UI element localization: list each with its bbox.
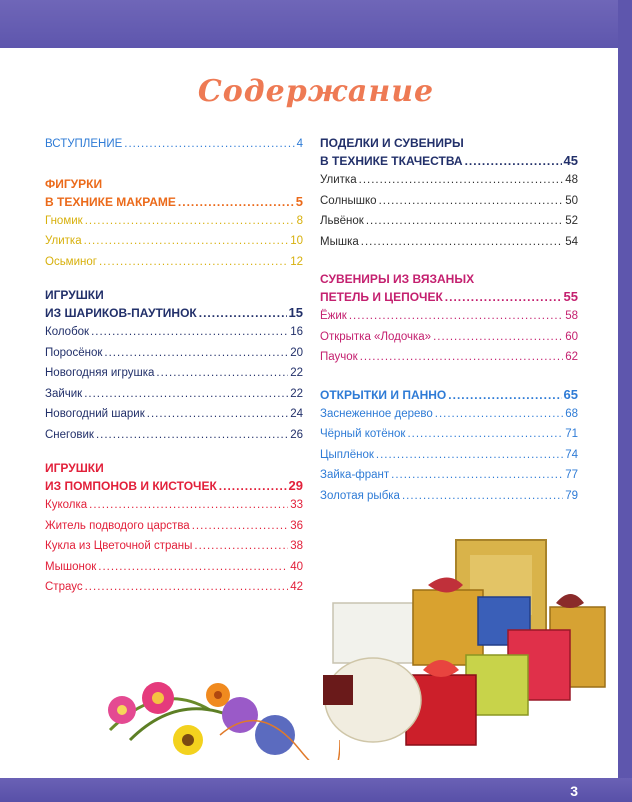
yellow-gift-box	[413, 590, 483, 665]
toc-entry[interactable]	[320, 465, 578, 486]
leader-dots	[445, 288, 562, 306]
section-page: 29	[288, 478, 303, 493]
toc-entry-label: Ёжик	[320, 310, 347, 322]
page-title: Содержание	[197, 74, 435, 109]
toc-entry-page: 40	[290, 560, 303, 573]
toc-entry-label: ВСТУПЛЕНИЕ	[45, 138, 123, 150]
toc-entry-page: 4	[296, 138, 303, 150]
toc-entry-page: 60	[565, 330, 578, 343]
toc-entry-page: 58	[565, 310, 578, 322]
right-band	[618, 0, 632, 802]
toc-entry-label: Мышка	[320, 235, 359, 248]
section-title-last: ИЗ ПОМПОНОВ И КИСТОЧЕК	[45, 479, 217, 493]
section-page: 55	[563, 289, 578, 304]
section-heading[interactable]	[320, 152, 578, 170]
section-heading[interactable]	[320, 288, 578, 306]
section-page: 15	[288, 305, 303, 320]
leader-dots	[104, 343, 288, 364]
toc-section-cards	[320, 386, 578, 507]
leader-dots	[99, 252, 288, 273]
toc-entry-label: Заснеженное дерево	[320, 407, 433, 420]
toc-entry-label: Цыплёнок	[320, 448, 374, 461]
leader-dots	[85, 211, 295, 232]
leader-dots	[407, 424, 563, 445]
toc-entry[interactable]	[45, 363, 303, 384]
toc-entry-label: Солнышко	[320, 194, 377, 207]
toc-entry[interactable]	[45, 343, 303, 364]
toc-entry-page: 54	[565, 235, 578, 248]
leader-dots	[84, 231, 289, 252]
gift-boxes-image	[318, 535, 618, 760]
leader-dots	[435, 404, 563, 425]
toc-entry-page: 79	[565, 489, 578, 502]
toc-entry[interactable]	[320, 445, 578, 466]
toc-entry[interactable]	[45, 495, 303, 516]
toc-entry-label: Улитка	[320, 174, 357, 186]
section-heading[interactable]	[45, 193, 303, 211]
toc-entry[interactable]	[320, 232, 578, 253]
toc-entry[interactable]	[320, 211, 578, 232]
toc-entry-label: Поросёнок	[45, 346, 103, 359]
toc-entry-page: 74	[565, 448, 578, 461]
toc-entry-page: 16	[290, 326, 303, 338]
toc-entry[interactable]	[320, 347, 578, 368]
purple-yarn-ball	[222, 697, 258, 733]
toc-entry-label: Кукла из Цветочной страны	[45, 540, 193, 552]
leader-dots	[366, 211, 563, 232]
toc-entry-page: 50	[565, 194, 578, 207]
section-heading[interactable]	[45, 304, 303, 322]
leader-dots	[98, 557, 288, 578]
toc-entry-label: Житель подводого царства	[45, 519, 190, 532]
section-title-line: ИГРУШКИ	[45, 288, 104, 302]
leader-dots	[402, 486, 563, 507]
toc-entry-page: 52	[565, 215, 578, 227]
leader-dots	[91, 322, 288, 343]
leader-dots	[199, 304, 287, 322]
section-title-last: В ТЕХНИКЕ МАКРАМЕ	[45, 194, 176, 209]
toc-entry-page: 33	[290, 499, 303, 511]
toc-entry[interactable]	[320, 170, 578, 191]
leader-dots	[391, 465, 563, 486]
toc-entry-page: 20	[290, 346, 303, 359]
white-gift-box	[333, 603, 413, 663]
toc-entry-label: Страус	[45, 581, 83, 593]
toc-entry[interactable]	[45, 536, 303, 557]
toc-entry-label: Львёнок	[320, 215, 364, 227]
section-heading[interactable]	[320, 386, 578, 404]
section-title-line: ПОДЕЛКИ И СУВЕНИРЫ	[320, 136, 464, 150]
bottom-band	[0, 778, 632, 802]
leader-dots	[349, 306, 563, 327]
leader-dots	[178, 193, 294, 211]
section-heading[interactable]	[45, 477, 303, 495]
toc-entry-label: Снеговик	[45, 428, 94, 441]
section-title-line: СУВЕНИРЫ ИЗ ВЯЗАНЫХ	[320, 272, 475, 286]
flowers-and-yarn-image	[100, 640, 340, 760]
toc-entry-label: Открытка «Лодочка»	[320, 330, 432, 343]
leader-dots	[96, 425, 288, 446]
toc-entry-page: 38	[290, 540, 303, 552]
leader-dots	[84, 384, 288, 405]
toc-section-weaving	[320, 134, 578, 252]
toc-right-column	[320, 134, 578, 520]
leader-dots	[85, 577, 289, 598]
page-number: 3	[570, 783, 578, 799]
toc-entry-page: 22	[290, 367, 303, 379]
toc-section-web-balls	[45, 286, 303, 445]
leader-dots	[376, 445, 563, 466]
leader-dots	[361, 232, 563, 253]
toc-entry-page: 36	[290, 519, 303, 532]
toc-entry[interactable]	[45, 211, 303, 232]
pink-flower	[108, 696, 136, 724]
toc-entry-page: 42	[290, 581, 303, 593]
leader-dots	[379, 191, 564, 212]
toc-entry-label: Золотая рыбка	[320, 489, 400, 502]
yellow-flower	[173, 725, 203, 755]
toc-entry-page: 77	[565, 469, 578, 481]
toc-entry[interactable]	[320, 191, 578, 212]
toc-entry[interactable]	[45, 577, 303, 598]
toc-entry-label: Колобок	[45, 326, 90, 338]
toc-entry-page: 8	[296, 214, 303, 227]
toc-entry-page: 62	[565, 351, 578, 363]
top-band	[0, 0, 632, 48]
toc-entry[interactable]	[45, 425, 303, 446]
section-title-last: В ТЕХНИКЕ ТКАЧЕСТВА	[320, 154, 463, 168]
toc-entry[interactable]	[45, 322, 303, 343]
section-page: 45	[563, 153, 578, 168]
section-title-line: ИГРУШКИ	[45, 461, 104, 475]
leader-dots	[360, 347, 564, 368]
toc-entry-label: Улитка	[45, 235, 82, 247]
leader-dots	[359, 170, 564, 191]
section-page: 5	[295, 193, 303, 209]
leader-dots	[219, 477, 287, 495]
section-title-last: ИЗ ШАРИКОВ-ПАУТИНОК	[45, 306, 197, 320]
toc-entry-page: 68	[565, 407, 578, 420]
toc-entry[interactable]	[45, 384, 303, 405]
section-page: 65	[563, 386, 578, 402]
toc-entry-label: Паучок	[320, 351, 358, 363]
toc-entry-page: 22	[290, 387, 303, 400]
toc-entry-page: 48	[565, 174, 578, 186]
toc-entry-label: Осьминог	[45, 255, 97, 268]
toc-entry-page: 12	[290, 255, 303, 268]
toc-entry-label: Мышонок	[45, 560, 97, 573]
toc-section-macrame	[45, 175, 303, 273]
toc-entry[interactable]	[45, 404, 303, 425]
toc-entry[interactable]	[45, 231, 303, 252]
toc-entry[interactable]	[320, 404, 578, 425]
toc-entry[interactable]	[45, 252, 303, 273]
toc-entry[interactable]	[45, 557, 303, 578]
toc-entry[interactable]	[320, 306, 578, 327]
toc-entry-page: 10	[290, 235, 303, 247]
toc-entry-page: 26	[290, 428, 303, 441]
section-title-line: ФИГУРКИ	[45, 176, 103, 191]
toc-entry-label: Гномик	[45, 214, 83, 227]
toc-entry-label: Чёрный котёнок	[320, 428, 406, 440]
leader-dots	[448, 386, 561, 404]
toc-entry[interactable]	[320, 327, 578, 348]
leader-dots	[147, 404, 288, 425]
leader-dots	[124, 134, 294, 155]
magenta-flower	[142, 682, 174, 714]
section-title-last: ОТКРЫТКИ И ПАННО	[320, 387, 447, 402]
toc-entry[interactable]	[320, 424, 578, 445]
toc-section-knitted	[320, 270, 578, 368]
leader-dots	[89, 495, 288, 516]
toc-left-column	[45, 134, 303, 612]
leader-dots	[433, 327, 563, 348]
toc-entry-label: Зайка-франт	[320, 469, 390, 481]
leader-dots	[192, 516, 288, 537]
toc-entry-label: Новогодний шарик	[45, 408, 145, 420]
section-title-last: ПЕТЕЛЬ И ЦЕПОЧЕК	[320, 290, 443, 304]
leader-dots	[156, 363, 288, 384]
brown-bow	[556, 594, 584, 608]
toc-section-pompons	[45, 459, 303, 598]
toc-entry-label: Новогодняя игрушка	[45, 367, 155, 379]
leader-dots	[465, 152, 562, 170]
toc-entry[interactable]	[320, 486, 578, 507]
toc-entry-label: Куколка	[45, 499, 88, 511]
toc-entry-label: Зайчик	[45, 387, 83, 400]
toc-entry-page: 71	[565, 428, 578, 440]
toc-entry-page: 24	[290, 408, 303, 420]
toc-entry-intro[interactable]	[45, 134, 303, 155]
toc-entry[interactable]	[45, 516, 303, 537]
leader-dots	[194, 536, 288, 557]
